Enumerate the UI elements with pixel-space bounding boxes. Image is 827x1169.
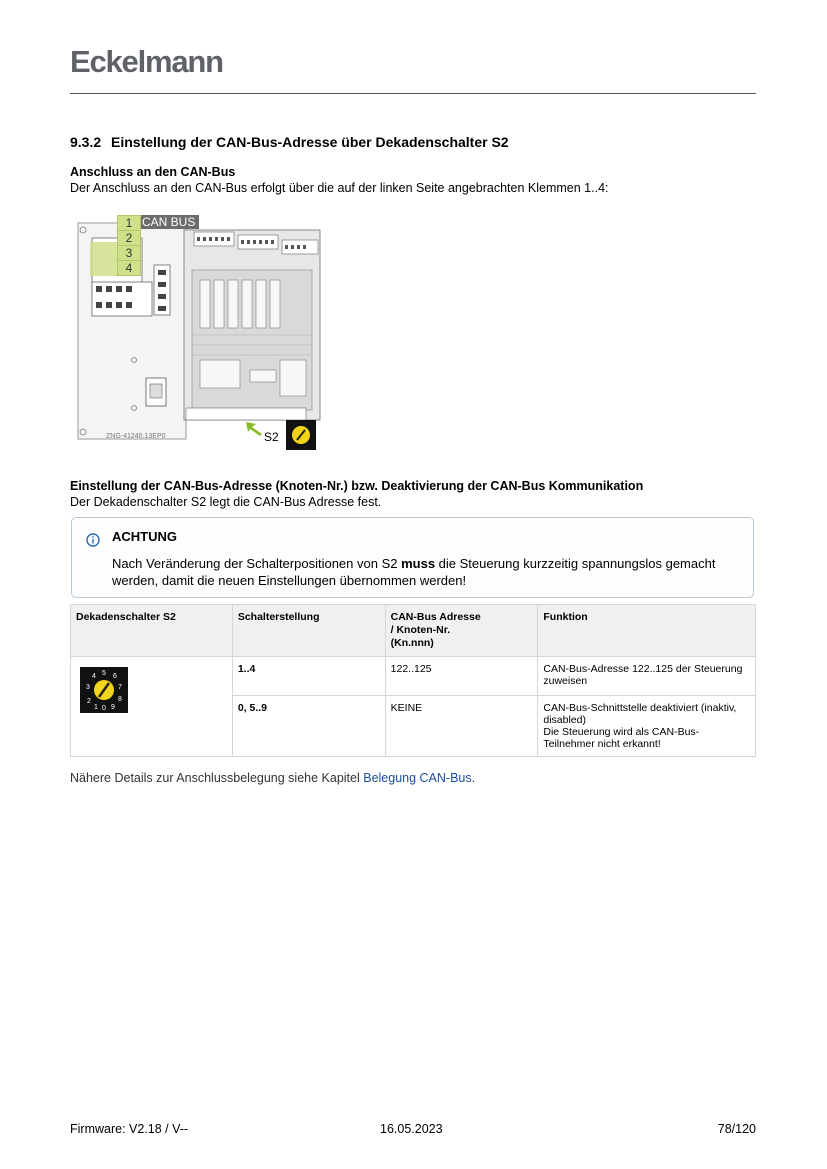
pointer-arrow-icon bbox=[244, 420, 264, 436]
switch-settings-table bbox=[70, 604, 756, 757]
switch-image-cell bbox=[71, 657, 233, 757]
footer-firmware: Firmware: V2.18 / V-- bbox=[70, 1122, 189, 1136]
function-text bbox=[538, 696, 756, 757]
column-header: Schalterstellung bbox=[232, 605, 385, 657]
dial-digit: 9 bbox=[111, 704, 115, 711]
switch-position: 0, 5..9 bbox=[232, 696, 385, 757]
dial-digit: 3 bbox=[86, 684, 90, 691]
dial-digit: 7 bbox=[118, 684, 122, 691]
part-number: ZNG-41240.13EP0 bbox=[106, 433, 166, 440]
pin-1: 1 bbox=[117, 215, 141, 231]
info-icon bbox=[86, 533, 100, 547]
dial-digit: 0 bbox=[102, 705, 106, 712]
function-line: CAN-Bus-Schnittstelle deaktiviert (inaktiv, disabled) bbox=[543, 702, 737, 726]
reference-suffix: . bbox=[471, 771, 476, 785]
dial-digit: 5 bbox=[102, 670, 106, 677]
notice-emphasis: muss bbox=[401, 556, 436, 571]
pin-3: 3 bbox=[117, 245, 141, 261]
device-figure bbox=[70, 210, 332, 455]
reference-text bbox=[70, 771, 475, 785]
function-line: Die Steuerung wird als CAN-Bus-Teilnehmer nicht erkannt! bbox=[543, 726, 700, 750]
s2-label: S2 bbox=[264, 430, 279, 444]
table-header-row bbox=[71, 605, 756, 657]
notice-text bbox=[112, 555, 732, 589]
footer-page: 78/120 bbox=[717, 1122, 756, 1136]
controller-drawing bbox=[70, 210, 332, 455]
bus-address: KEINE bbox=[385, 696, 538, 757]
dial-digit: 8 bbox=[118, 696, 122, 703]
notice-text-part: die Steuerung kurzzeitig spannungslos gemacht werden, damit die neuen Einstellungen übernommen werden! bbox=[112, 556, 716, 588]
dial-digit: 2 bbox=[87, 698, 91, 705]
reference-prefix: Nähere Details zur Anschlussbelegung siehe Kapitel bbox=[70, 771, 364, 785]
header-divider bbox=[70, 93, 756, 94]
setting-text: Der Dekadenschalter S2 legt die CAN-Bus Adresse fest. bbox=[70, 495, 382, 509]
decade-switch-icon bbox=[286, 420, 316, 450]
dial-digit: 4 bbox=[92, 673, 96, 680]
decade-switch-dial-icon bbox=[80, 667, 128, 713]
chapter-link[interactable]: Belegung CAN-Bus bbox=[363, 771, 472, 785]
connection-heading: Anschluss an den CAN-Bus bbox=[70, 165, 236, 179]
table-row bbox=[71, 657, 756, 696]
bus-address: 122..125 bbox=[385, 657, 538, 696]
notice-title: ACHTUNG bbox=[112, 529, 177, 544]
function-text: CAN-Bus-Adresse 122..125 der Steuerung zuweisen bbox=[538, 657, 756, 696]
warning-notice bbox=[71, 517, 754, 598]
column-header: CAN-Bus Adresse / Knoten-Nr. (Kn.nnn) bbox=[385, 605, 538, 657]
section-number: 9.3.2 bbox=[70, 134, 102, 150]
can-bus-label: CAN BUS bbox=[138, 215, 199, 229]
section-title-text: Einstellung der CAN-Bus-Adresse über Dekadenschalter S2 bbox=[111, 134, 509, 150]
pin-4: 4 bbox=[117, 260, 141, 276]
column-header: Dekadenschalter S2 bbox=[71, 605, 233, 657]
pin-2: 2 bbox=[117, 230, 141, 246]
dial-digit: 6 bbox=[113, 673, 117, 680]
company-logo: Eckelmann bbox=[70, 44, 223, 79]
column-header: Funktion bbox=[538, 605, 756, 657]
notice-text-part: Nach Veränderung der Schalterpositionen von S2 bbox=[112, 556, 402, 571]
connection-text: Der Anschluss an den CAN-Bus erfolgt über die auf der linken Seite angebrachten Klemmen 1..4: bbox=[70, 181, 609, 195]
footer-date: 16.05.2023 bbox=[380, 1122, 443, 1136]
switch-position: 1..4 bbox=[232, 657, 385, 696]
setting-heading: Einstellung der CAN-Bus-Adresse (Knoten-Nr.) bzw. Deaktivierung der CAN-Bus Kommunikation bbox=[70, 479, 644, 493]
section-title bbox=[70, 134, 509, 150]
dial-digit: 1 bbox=[94, 704, 98, 711]
